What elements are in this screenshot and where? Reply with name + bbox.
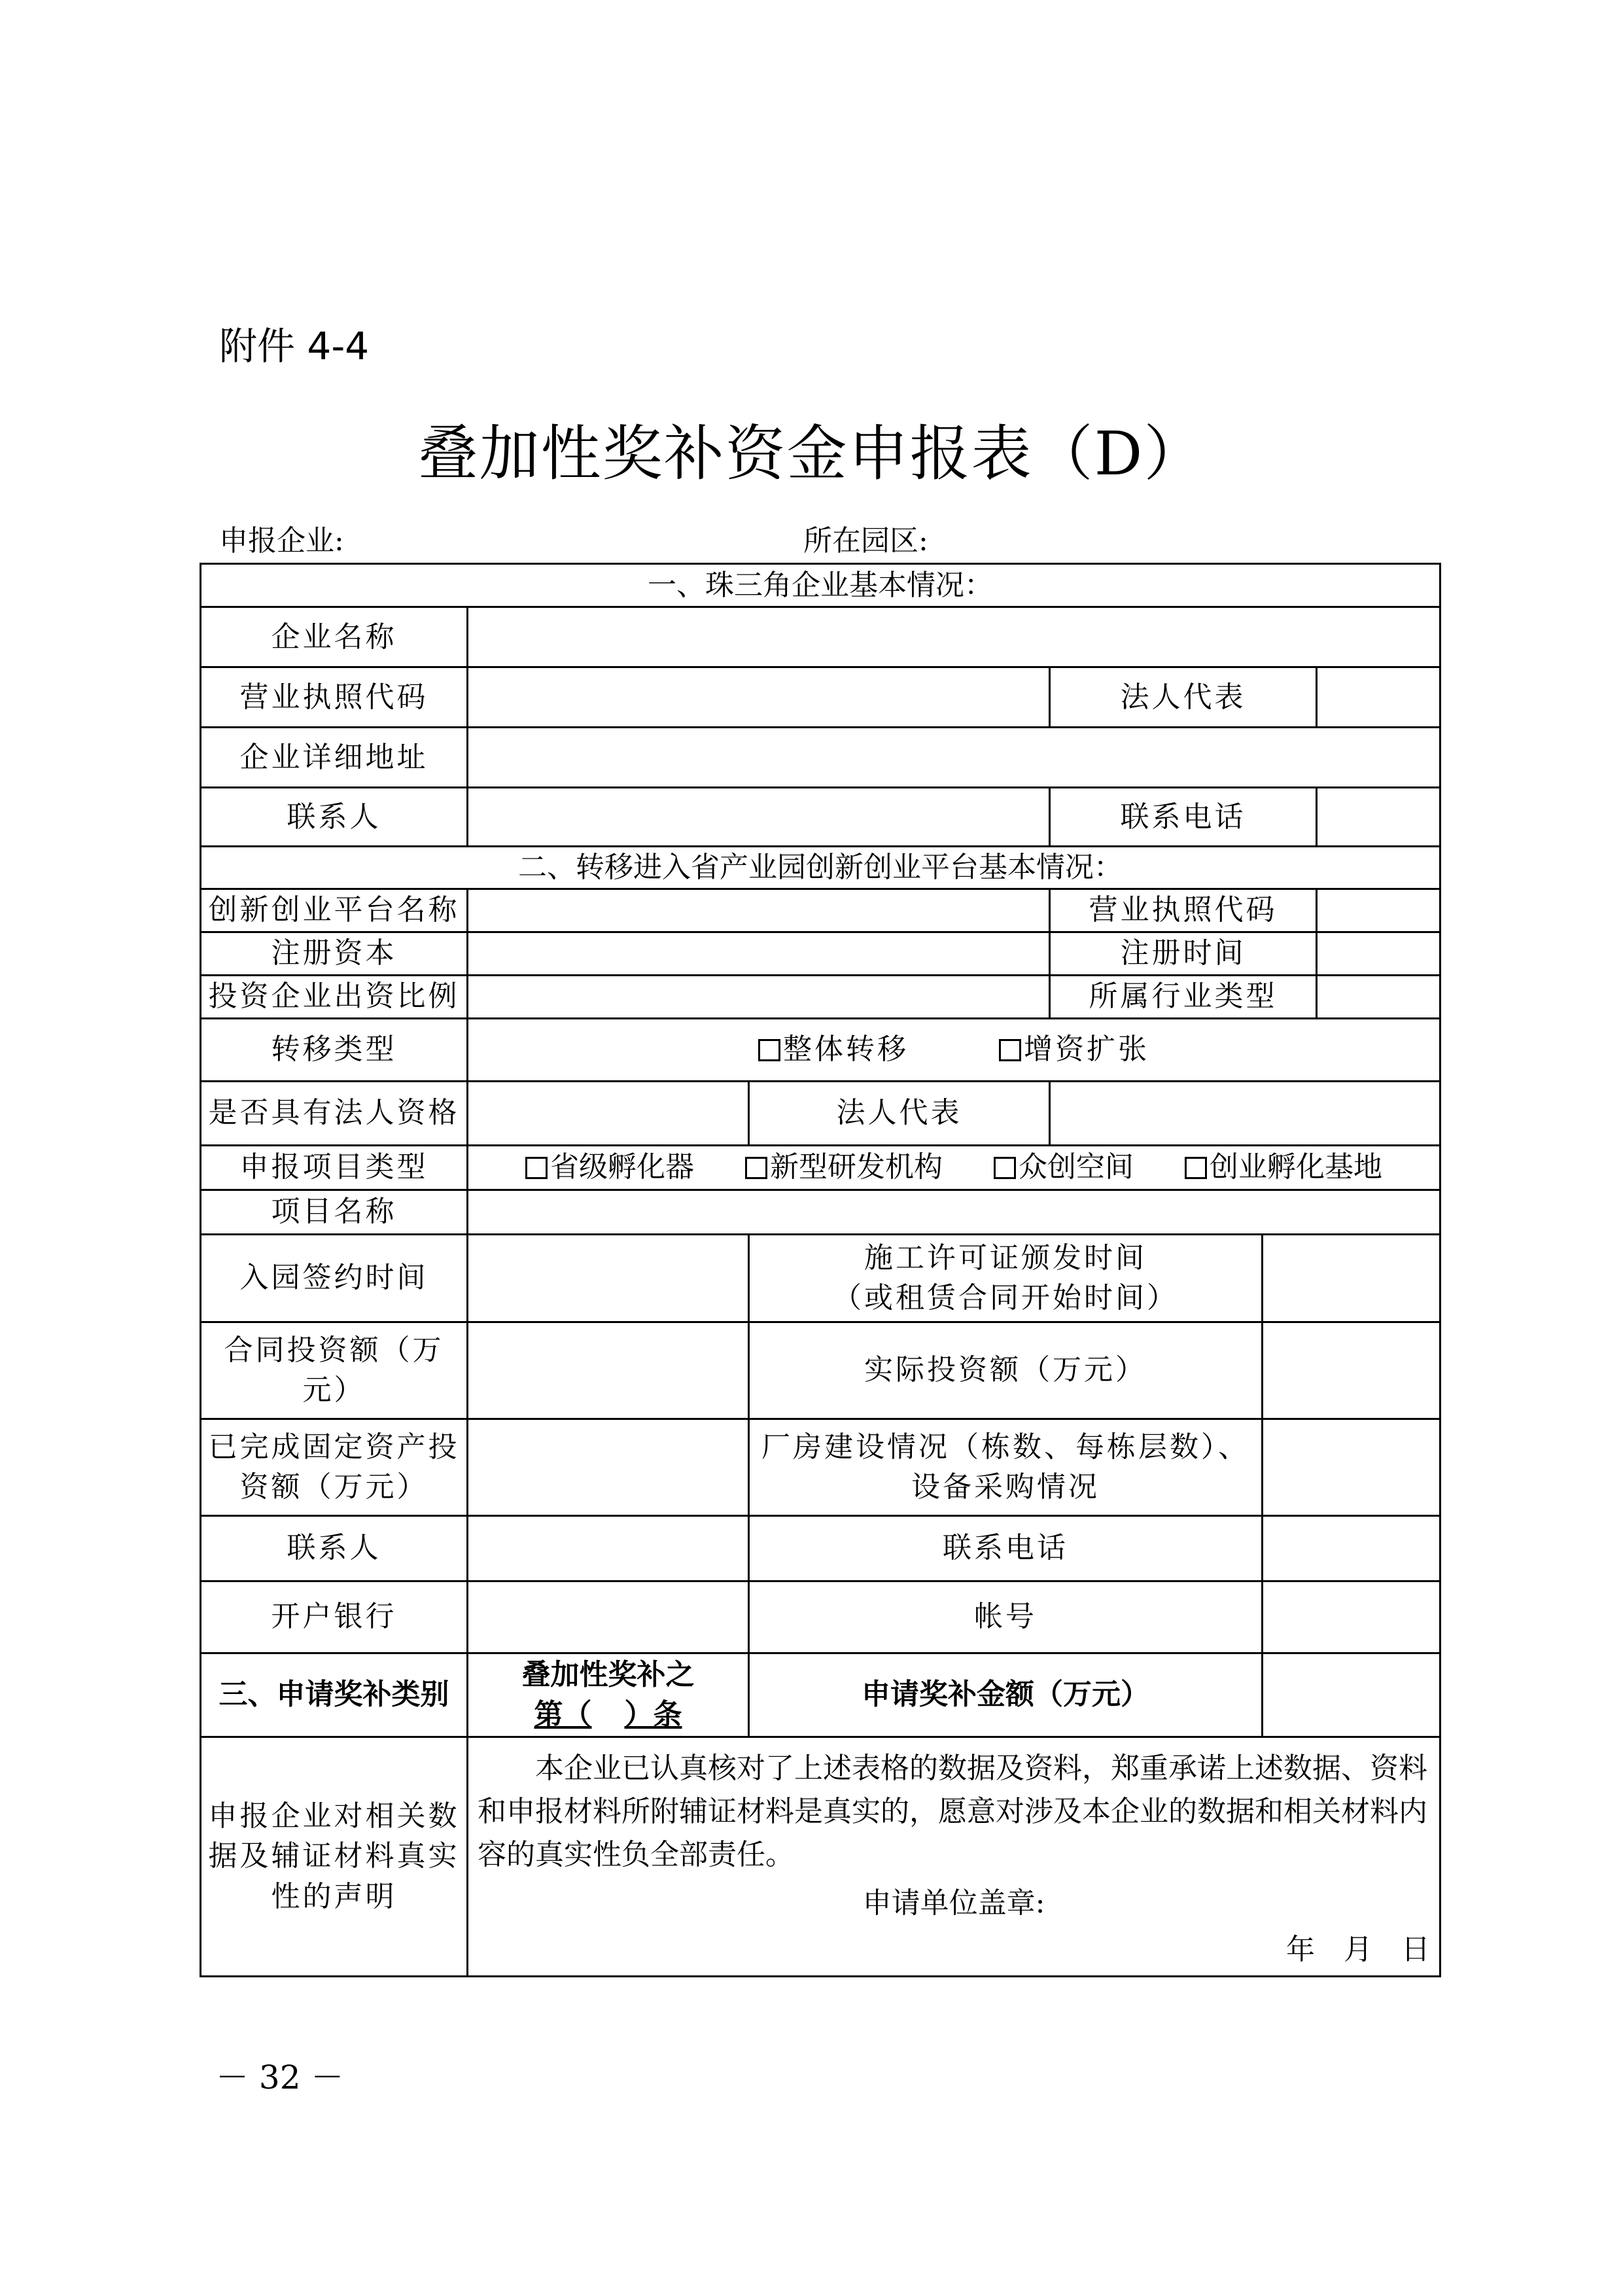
legal-status-label: 是否具有法人资格 [201,1081,468,1145]
declaration-label: 申报企业对相关数据及辅证材料真实性的声明 [201,1737,468,1976]
clause-cell: 叠加性奖补之 第（ ）条 [468,1653,749,1737]
contact-label: 联系人 [201,788,468,847]
address-label: 企业详细地址 [201,728,468,788]
option-provincial-incubator[interactable]: 省级孵化器 [525,1147,694,1188]
company-name-field[interactable] [468,607,1440,667]
checkbox[interactable] [994,1157,1016,1179]
checkbox[interactable] [525,1157,548,1179]
section2-heading: 二、转移进入省产业园创新创业平台基本情况： [201,847,1440,889]
attachment-label: 附件 4-4 [219,324,370,368]
platform-name-label: 创新创业平台名称 [201,889,468,932]
project-name-field[interactable] [468,1190,1440,1234]
permit-time-field[interactable] [1263,1234,1440,1322]
company-name-label: 企业名称 [201,607,468,667]
sign-time-field[interactable] [468,1234,749,1322]
option-capital-expansion[interactable]: 增资扩张 [999,1029,1149,1070]
platform-license-field[interactable] [1317,889,1440,932]
contract-invest-field[interactable] [468,1322,749,1419]
phone-field[interactable] [1317,788,1440,847]
license-code-label: 营业执照代码 [201,667,468,728]
platform-contact-label: 联系人 [201,1515,468,1581]
application-form [200,563,1441,1977]
option-whole-transfer[interactable]: 整体转移 [758,1029,909,1070]
project-type-options [468,1145,1440,1190]
platform-license-label: 营业执照代码 [1050,889,1317,932]
fixed-asset-field[interactable] [468,1419,749,1515]
transfer-type-options [468,1018,1440,1081]
project-name-label: 项目名称 [201,1190,468,1234]
invest-ratio-label: 投资企业出资比例 [201,975,468,1018]
license-code-field[interactable] [468,667,1050,728]
section3-heading: 三、申请奖补类别 [201,1653,468,1737]
platform-phone-label: 联系电话 [749,1515,1263,1581]
option-rd-institution[interactable]: 新型研发机构 [745,1147,943,1188]
plant-info-field[interactable] [1263,1419,1440,1515]
seal-label: 申请单位盖章: [862,1886,1045,1920]
platform-legal-rep-field[interactable] [1050,1081,1440,1145]
declaration-cell [468,1737,1440,1976]
bank-field[interactable] [468,1581,749,1653]
checkbox[interactable] [758,1039,780,1061]
address-field[interactable] [468,728,1440,788]
date-label: 年 月 日 [1286,1933,1431,1967]
actual-invest-field[interactable] [1263,1322,1440,1419]
checkbox[interactable] [1185,1157,1207,1179]
platform-name-field[interactable] [468,889,1050,932]
invest-ratio-field[interactable] [468,975,1050,1018]
sign-time-label: 入园签约时间 [201,1234,468,1322]
option-maker-space[interactable]: 众创空间 [994,1147,1134,1188]
option-incubation-base[interactable]: 创业孵化基地 [1185,1147,1382,1188]
plant-info-label: 厂房建设情况（栋数、每栋层数）、设备采购情况 [749,1419,1263,1515]
contact-field[interactable] [468,788,1050,847]
park-label: 所在园区: [803,524,928,557]
section1-heading: 一、珠三角企业基本情况： [201,564,1440,607]
company-label: 申报企业: [219,524,344,557]
amount-field[interactable] [1263,1653,1440,1737]
actual-invest-label: 实际投资额（万元） [749,1322,1263,1419]
industry-type-field[interactable] [1317,975,1440,1018]
checkbox[interactable] [999,1039,1021,1061]
reg-capital-field[interactable] [468,932,1050,975]
legal-rep-field[interactable] [1317,667,1440,728]
account-field[interactable] [1263,1581,1440,1653]
form-title: 叠加性奖补资金申报表（D） [417,419,1206,489]
legal-rep-label: 法人代表 [1050,667,1317,728]
reg-capital-label: 注册资本 [201,932,468,975]
legal-status-field[interactable] [468,1081,749,1145]
checkbox[interactable] [745,1157,767,1179]
page-number: － 32 － [216,2058,344,2096]
phone-label: 联系电话 [1050,788,1317,847]
project-type-label: 申报项目类型 [201,1145,468,1190]
reg-time-label: 注册时间 [1050,932,1317,975]
amount-label: 申请奖补金额（万元） [749,1653,1263,1737]
reg-time-field[interactable] [1317,932,1440,975]
transfer-type-label: 转移类型 [201,1018,468,1081]
platform-contact-field[interactable] [468,1515,749,1581]
platform-legal-rep-label: 法人代表 [749,1081,1050,1145]
account-label: 帐号 [749,1581,1263,1653]
permit-time-label: 施工许可证颁发时间 （或租赁合同开始时间） [749,1234,1263,1322]
contract-invest-label: 合同投资额（万元） [201,1322,468,1419]
platform-phone-field[interactable] [1263,1515,1440,1581]
industry-type-label: 所属行业类型 [1050,975,1317,1018]
fixed-asset-label: 已完成固定资产投资额（万元） [201,1419,468,1515]
bank-label: 开户银行 [201,1581,468,1653]
declaration-text: 本企业已认真核对了上述表格的数据及资料，郑重承诺上述数据、资料和申报材料所附辅证材料是真实的，愿意对涉及本企业的数据和相关材料内容的真实性负全部责任。 [478,1751,1427,1871]
